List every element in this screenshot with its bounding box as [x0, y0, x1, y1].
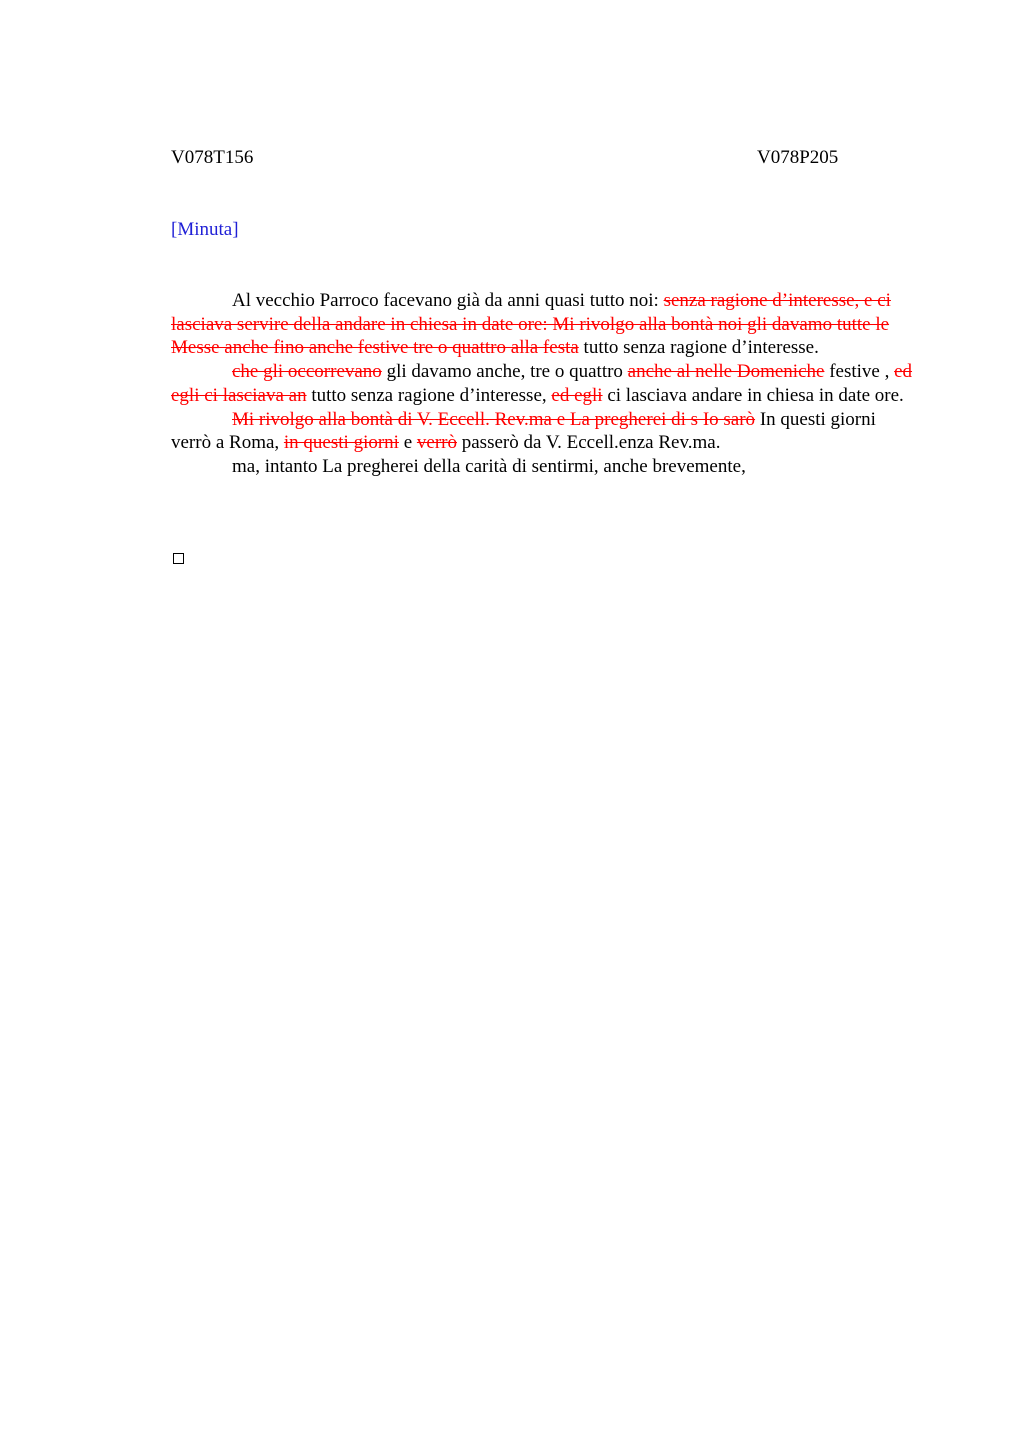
text-segment: tutto senza ragione d’interesse.: [578, 337, 819, 359]
text-segment: ma, intanto La pregherei della carità di sentirmi, anche brevemente,: [232, 455, 746, 477]
text-segment: gli davamo anche, tre o quattro: [381, 361, 628, 383]
deleted-text-segment: ed egli ci lasciava an: [171, 361, 913, 406]
end-of-document-box-icon: [173, 553, 184, 564]
deleted-text-segment: verrò: [416, 432, 457, 454]
text-segment: festive ,: [824, 361, 895, 383]
paragraph-3: [171, 408, 916, 455]
deleted-text-segment: ed egli: [551, 384, 603, 406]
paragraph-4: [171, 455, 916, 479]
deleted-text-segment: che gli occorrevano: [232, 361, 382, 383]
text-segment: tutto senza ragione d’interesse,: [306, 384, 552, 406]
text-segment: ci lasciava andare in chiesa in date ore.: [602, 384, 904, 406]
document-reference-left: V078T156: [171, 147, 254, 168]
deleted-text-segment: Mi rivolgo alla bontà di V. Eccell. Rev.ma e La pregherei di s Io sarò: [232, 408, 756, 430]
text-segment: e: [398, 432, 417, 454]
deleted-text-segment: anche al nelle Domeniche: [627, 361, 825, 383]
text-segment: In questi giorni verrò a Roma,: [171, 408, 876, 454]
letter-body: [171, 289, 916, 479]
deleted-text-segment: in questi giorni: [283, 432, 399, 454]
page-reference-right: V078P205: [757, 147, 839, 168]
text-segment: Al vecchio Parroco facevano già da anni quasi tutto noi:: [232, 290, 664, 311]
paragraph-1: [171, 289, 916, 360]
text-segment: passerò da V. Eccell.enza Rev.ma.: [457, 432, 721, 454]
draft-label: [Minuta]: [171, 219, 239, 240]
paragraph-2: [171, 360, 916, 407]
deleted-text-segment: senza ragione d’interesse, e ci lasciava servire della andare in chiesa in date ore: Mi rivolgo alla bontà noi gli davamo tutte le Messe anche fino anche festive tre o quattro alla festa: [171, 290, 891, 359]
